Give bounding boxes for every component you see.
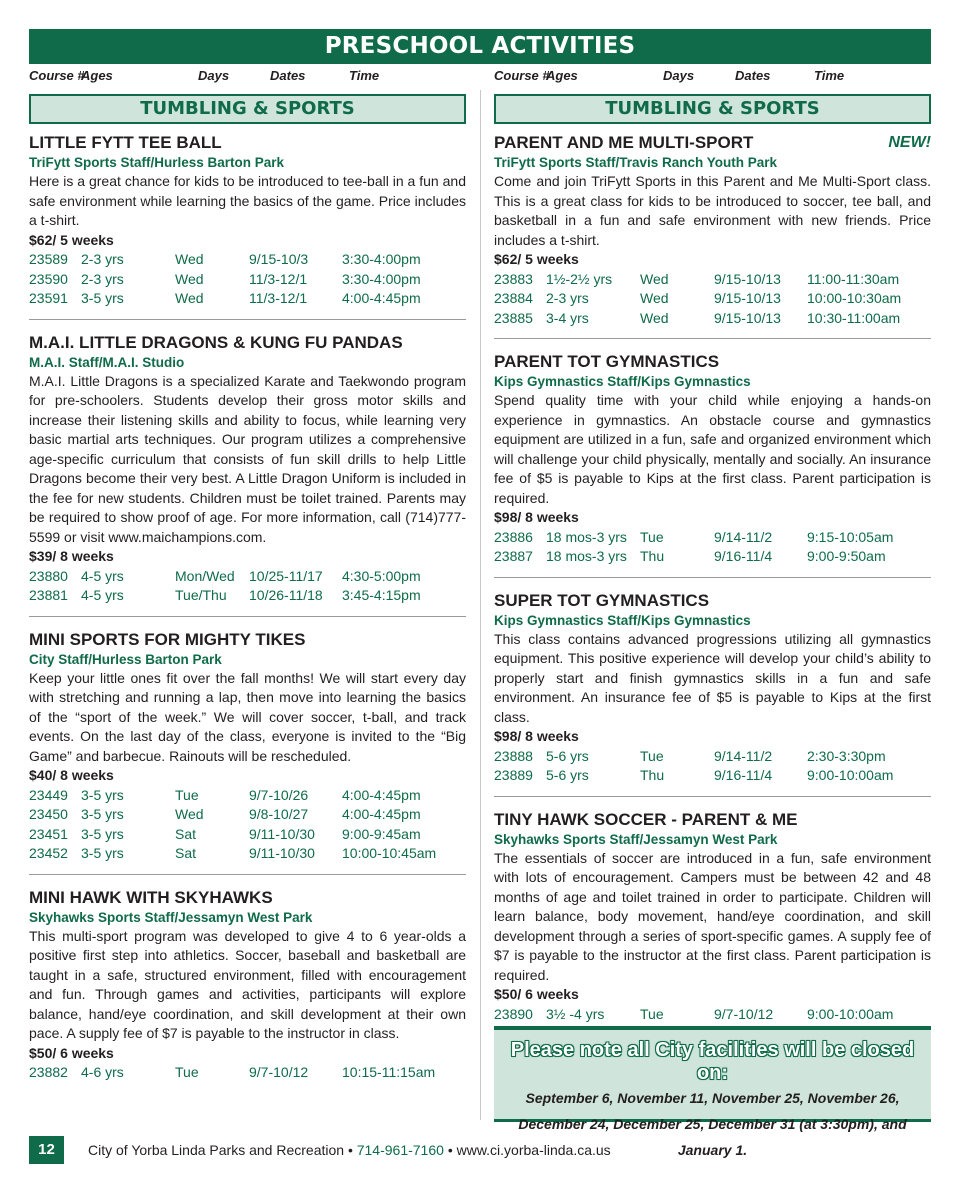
footer-org: City of Yorba Linda Parks and Recreation	[88, 1142, 345, 1158]
course-instructor: M.A.I. Staff/M.A.I. Studio	[29, 354, 185, 370]
course-description: This multi-sport program was developed to give 4 to 6 year-olds a positive first step into athletics. Soccer, baseball and basketball are taught in a safe, structured environment, filled with encouragement and fun. Through games and activities, participants will explore balance, hand/eye coordination, and skill development at their own pace. A supply fee of $7 is payable to the instructor in class.	[29, 927, 466, 1041]
course-row	[29, 805, 466, 825]
column-divider	[480, 90, 481, 1120]
course-number: 23450	[29, 806, 68, 822]
course-instructor: TriFytt Sports Staff/Travis Ranch Youth Park	[494, 155, 778, 170]
course-number: 23886	[494, 528, 533, 545]
course-number: 23887	[494, 548, 533, 564]
course-row	[494, 747, 931, 767]
column-header-right	[494, 68, 931, 86]
col-days: Days	[198, 68, 230, 83]
course-days: Tue	[640, 747, 664, 764]
course-row	[494, 289, 931, 309]
course-ages: 3-5 yrs	[81, 786, 124, 803]
course-days: Wed	[640, 309, 669, 326]
course-ages: 5-6 yrs	[546, 767, 589, 783]
course-ages: 4-6 yrs	[81, 1064, 124, 1080]
course-instructor: Skyhawks Sports Staff/Jessamyn West Park	[29, 909, 313, 925]
course-ages: 3½ -4 yrs	[546, 1005, 605, 1022]
course-title: MINI SPORTS FOR MIGHTY TIKES	[29, 629, 306, 649]
col-dates: Dates	[735, 68, 771, 83]
course-title: SUPER TOT GYMNASTICS	[494, 590, 710, 610]
course-price: $50/ 6 weeks	[494, 986, 579, 1002]
footer-url[interactable]: www.ci.yorba-linda.ca.us	[456, 1142, 611, 1158]
page-number: 12	[29, 1136, 64, 1164]
course-block	[494, 809, 931, 1025]
course-dates: 9/15-10/13	[714, 290, 781, 306]
course-row	[29, 270, 466, 290]
course-description: Come and join TriFytt Sports in this Parent and Me Multi-Sport class. This is a great class for kids to be introduced to soccer, tee ball, and basketball in a fun and safe environment with new friends. Price includes a t-shirt.	[494, 173, 931, 248]
course-number: 23883	[494, 270, 533, 287]
notice-dates-line-2: December 24, December 25, December 31 (at 3:30pm), and January 1.	[518, 1116, 907, 1158]
course-dates: 9/11-10/30	[249, 845, 315, 861]
course-time: 10:00-10:45am	[342, 845, 437, 861]
course-price: $62/ 5 weeks	[494, 251, 579, 267]
course-time: 2:30-3:30pm	[807, 747, 886, 764]
course-title: M.A.I. LITTLE DRAGONS & KUNG FU PANDAS	[29, 332, 403, 352]
course-row	[494, 309, 931, 329]
course-row	[29, 1063, 466, 1083]
divider	[494, 338, 931, 339]
right-column	[494, 94, 931, 1024]
course-days: Sat	[175, 845, 197, 861]
course-dates: 9/15-10/13	[714, 270, 781, 287]
course-ages: 18 mos-3 yrs	[546, 528, 627, 545]
course-days: Tue/Thu	[175, 587, 227, 603]
course-ages: 1½-2½ yrs	[546, 270, 613, 287]
course-days: Wed	[175, 270, 204, 287]
course-dates: 11/3-12/1	[249, 270, 308, 287]
course-number: 23884	[494, 290, 533, 306]
course-ages: 3-5 yrs	[81, 806, 124, 822]
notice-dates-line-1: September 6, November 11, November 25, November 26,	[525, 1090, 900, 1106]
course-row	[494, 528, 931, 548]
notice-title: Please note all City facilities will be closed on:	[510, 1039, 915, 1084]
course-ages: 3-5 yrs	[81, 290, 124, 306]
course-time: 4:00-4:45pm	[342, 290, 421, 306]
course-days: Wed	[640, 270, 669, 287]
course-row	[29, 567, 466, 587]
course-description: The essentials of soccer are introduced in a fun, safe environment with lots of encouragement. Campers must be between 42 and 48 months of age and toilet trained in order to participate. Children will learn balance, body movement, hand/eye coordination, and skill development through a series of sport-specific games. A supply fee of $7 is payable to the instructor at the first class. Parent participation is required.	[494, 849, 931, 983]
course-title: LITTLE FYTT TEE BALL	[29, 133, 222, 152]
course-ages: 3-4 yrs	[546, 309, 589, 326]
course-days: Tue	[175, 786, 199, 803]
course-row	[29, 844, 466, 864]
divider	[494, 577, 931, 578]
course-row	[29, 289, 466, 309]
course-ages: 3-5 yrs	[81, 825, 124, 842]
course-row	[29, 786, 466, 806]
course-number: 23881	[29, 587, 68, 603]
course-dates: 9/15-10/13	[714, 309, 781, 326]
course-price: $39/ 8 weeks	[29, 548, 114, 564]
section-heading: TUMBLING & SPORTS	[29, 94, 466, 124]
course-title: TINY HAWK SOCCER - PARENT & ME	[494, 809, 798, 829]
course-instructor: TriFytt Sports Staff/Hurless Barton Park	[29, 155, 285, 170]
course-price: $98/ 8 weeks	[494, 728, 579, 744]
course-row	[29, 250, 466, 270]
col-dates: Dates	[270, 68, 306, 83]
course-row	[494, 547, 931, 567]
course-days: Tue	[640, 1005, 664, 1022]
course-time: 10:30-11:00am	[807, 309, 901, 326]
course-number: 23882	[29, 1064, 68, 1080]
course-days: Thu	[640, 548, 665, 564]
course-dates: 9/11-10/30	[249, 825, 315, 842]
course-row	[494, 1005, 931, 1025]
course-days: Wed	[175, 251, 204, 267]
course-block	[494, 590, 931, 786]
course-ages: 18 mos-3 yrs	[546, 548, 627, 564]
course-ages: 3-5 yrs	[81, 845, 124, 861]
course-ages: 4-5 yrs	[81, 587, 124, 603]
col-ages: Ages	[546, 68, 578, 83]
course-price: $40/ 8 weeks	[29, 767, 114, 783]
page-title: PRESCHOOL ACTIVITIES	[29, 29, 931, 64]
course-dates: 9/14-11/2	[714, 747, 773, 764]
course-number: 23890	[494, 1005, 533, 1022]
col-ages: Ages	[81, 68, 113, 83]
course-dates: 11/3-12/1	[249, 290, 308, 306]
course-instructor: Skyhawks Sports Staff/Jessamyn West Park	[494, 831, 778, 847]
course-block	[29, 132, 466, 309]
footer-phone: 714-961-7160	[356, 1142, 444, 1158]
course-dates: 9/16-11/4	[714, 767, 773, 783]
course-number: 23590	[29, 270, 68, 287]
course-days: Tue	[640, 528, 664, 545]
divider	[29, 874, 466, 875]
course-number: 23449	[29, 786, 68, 803]
course-time: 4:00-4:45pm	[342, 786, 421, 803]
course-time: 11:00-11:30am	[807, 270, 900, 287]
course-number: 23889	[494, 767, 533, 783]
course-block	[494, 351, 931, 567]
course-number: 23452	[29, 845, 68, 861]
course-dates: 9/15-10/3	[249, 251, 309, 267]
course-row	[494, 270, 931, 290]
course-description: Keep your little ones fit over the fall months! We will start every day with stretching and running a lap, then move into learning the basics of the “sport of the week.” We will cover soccer, t-ball, and track events. On the last day of the class, everyone is invited to the “Big Game” and barbecue. Rainouts will be rescheduled.	[29, 669, 466, 764]
course-days: Tue	[175, 1064, 199, 1080]
course-time: 3:30-4:00pm	[342, 251, 421, 267]
course-price: $62/ 5 weeks	[29, 231, 114, 248]
course-block	[29, 332, 466, 606]
course-row	[494, 766, 931, 786]
course-days: Sat	[175, 825, 197, 842]
course-dates: 9/14-11/2	[714, 528, 773, 545]
course-row	[29, 586, 466, 606]
course-time: 9:00-10:00am	[807, 1005, 894, 1022]
col-course: Course #	[29, 68, 85, 83]
course-number: 23888	[494, 747, 533, 764]
footer-text	[88, 1136, 611, 1164]
course-time: 10:00-10:30am	[807, 290, 902, 306]
col-days: Days	[663, 68, 695, 83]
col-time: Time	[349, 68, 380, 83]
course-title: PARENT TOT GYMNASTICS	[494, 352, 720, 371]
course-block	[29, 887, 466, 1083]
course-number: 23451	[29, 825, 68, 842]
course-days: Wed	[175, 806, 204, 822]
course-number: 23589	[29, 251, 68, 267]
course-instructor: City Staff/Hurless Barton Park	[29, 651, 222, 667]
course-ages: 2-3 yrs	[546, 290, 589, 306]
course-time: 9:00-10:00am	[807, 767, 894, 783]
course-block	[494, 132, 931, 328]
course-description: Spend quality time with your child while enjoying a hands-on experience in gymnastics. An obstacle course and gymnastics equipment are utilized in a fun, safe and organized environment which will challenge your child physically, mentally and socially. An insurance fee of $5 is payable to Kips at the first class. Parent participation is required.	[494, 392, 931, 506]
course-dates: 10/26-11/18	[249, 587, 323, 603]
left-column	[29, 94, 466, 1083]
course-dates: 9/7-10/12	[249, 1064, 309, 1080]
footer-bullet: •	[447, 1142, 453, 1158]
course-dates: 9/16-11/4	[714, 548, 773, 564]
column-header-left	[29, 68, 466, 86]
course-time: 4:00-4:45pm	[342, 806, 421, 822]
course-ages: 2-3 yrs	[81, 270, 124, 287]
course-number: 23880	[29, 567, 68, 584]
course-days: Thu	[640, 767, 665, 783]
course-row	[29, 825, 466, 845]
course-ages: 2-3 yrs	[81, 251, 124, 267]
course-description: This class contains advanced progressions utilizing all gymnastics equipment. This positive experience will develop your child’s ability to properly start and finish gymnastics skills in a fun and safe environment. An insurance fee of $5 is payable to Kips at the first class.	[494, 630, 931, 725]
course-number: 23885	[494, 309, 533, 326]
course-title	[494, 132, 931, 154]
course-price: $50/ 6 weeks	[29, 1044, 114, 1061]
course-description: M.A.I. Little Dragons is a specialized Karate and Taekwondo program for pre-schoolers. Students develop their gross motor skills and increase their listening skills and ability to focus, while learning very basic martial arts techniques. Our program utilizes a comprehensive age-specific curriculum that consists of fun skill drills to help Little Dragons become their very best. A Little Dragon Uniform is included in the fee for new students. Children must be toilet trained. Parents may be required to show proof of age. For more information, call (714)777-5599 or visit www.maichampions.com.	[29, 372, 466, 545]
divider	[29, 319, 466, 320]
course-dates: 9/8-10/27	[249, 806, 309, 822]
course-time: 9:15-10:05am	[807, 528, 894, 545]
course-instructor: Kips Gymnastics Staff/Kips Gymnastics	[494, 612, 751, 628]
course-days: Mon/Wed	[175, 567, 235, 584]
course-days: Wed	[175, 290, 204, 306]
course-time: 4:30-5:00pm	[342, 567, 421, 584]
course-title-text: PARENT AND ME MULTI-SPORT	[494, 133, 754, 152]
col-course: Course #	[494, 68, 550, 83]
course-description: Here is a great chance for kids to be introduced to tee-ball in a fun and safe environment while learning the basics of the game. Price includes a t-shirt.	[29, 173, 466, 228]
course-time: 3:30-4:00pm	[342, 270, 421, 287]
divider	[494, 796, 931, 797]
new-badge: NEW!	[888, 134, 931, 151]
course-time: 9:00-9:50am	[807, 548, 886, 564]
section-heading: TUMBLING & SPORTS	[494, 94, 931, 124]
course-time: 9:00-9:45am	[342, 825, 421, 842]
col-time: Time	[814, 68, 845, 83]
course-dates: 9/7-10/26	[249, 786, 309, 803]
course-ages: 5-6 yrs	[546, 747, 589, 764]
course-instructor: Kips Gymnastics Staff/Kips Gymnastics	[494, 374, 751, 389]
course-time: 10:15-11:15am	[342, 1064, 436, 1080]
course-title: MINI HAWK WITH SKYHAWKS	[29, 887, 273, 907]
course-price: $98/ 8 weeks	[494, 509, 579, 525]
course-block	[29, 629, 466, 864]
course-dates: 10/25-11/17	[249, 567, 323, 584]
course-number: 23591	[29, 290, 68, 306]
course-dates: 9/7-10/12	[714, 1005, 774, 1022]
course-ages: 4-5 yrs	[81, 567, 124, 584]
course-days: Wed	[640, 290, 669, 306]
course-time: 3:45-4:15pm	[342, 587, 421, 603]
page-footer	[29, 1136, 931, 1164]
footer-bullet: •	[347, 1142, 353, 1158]
divider	[29, 616, 466, 617]
